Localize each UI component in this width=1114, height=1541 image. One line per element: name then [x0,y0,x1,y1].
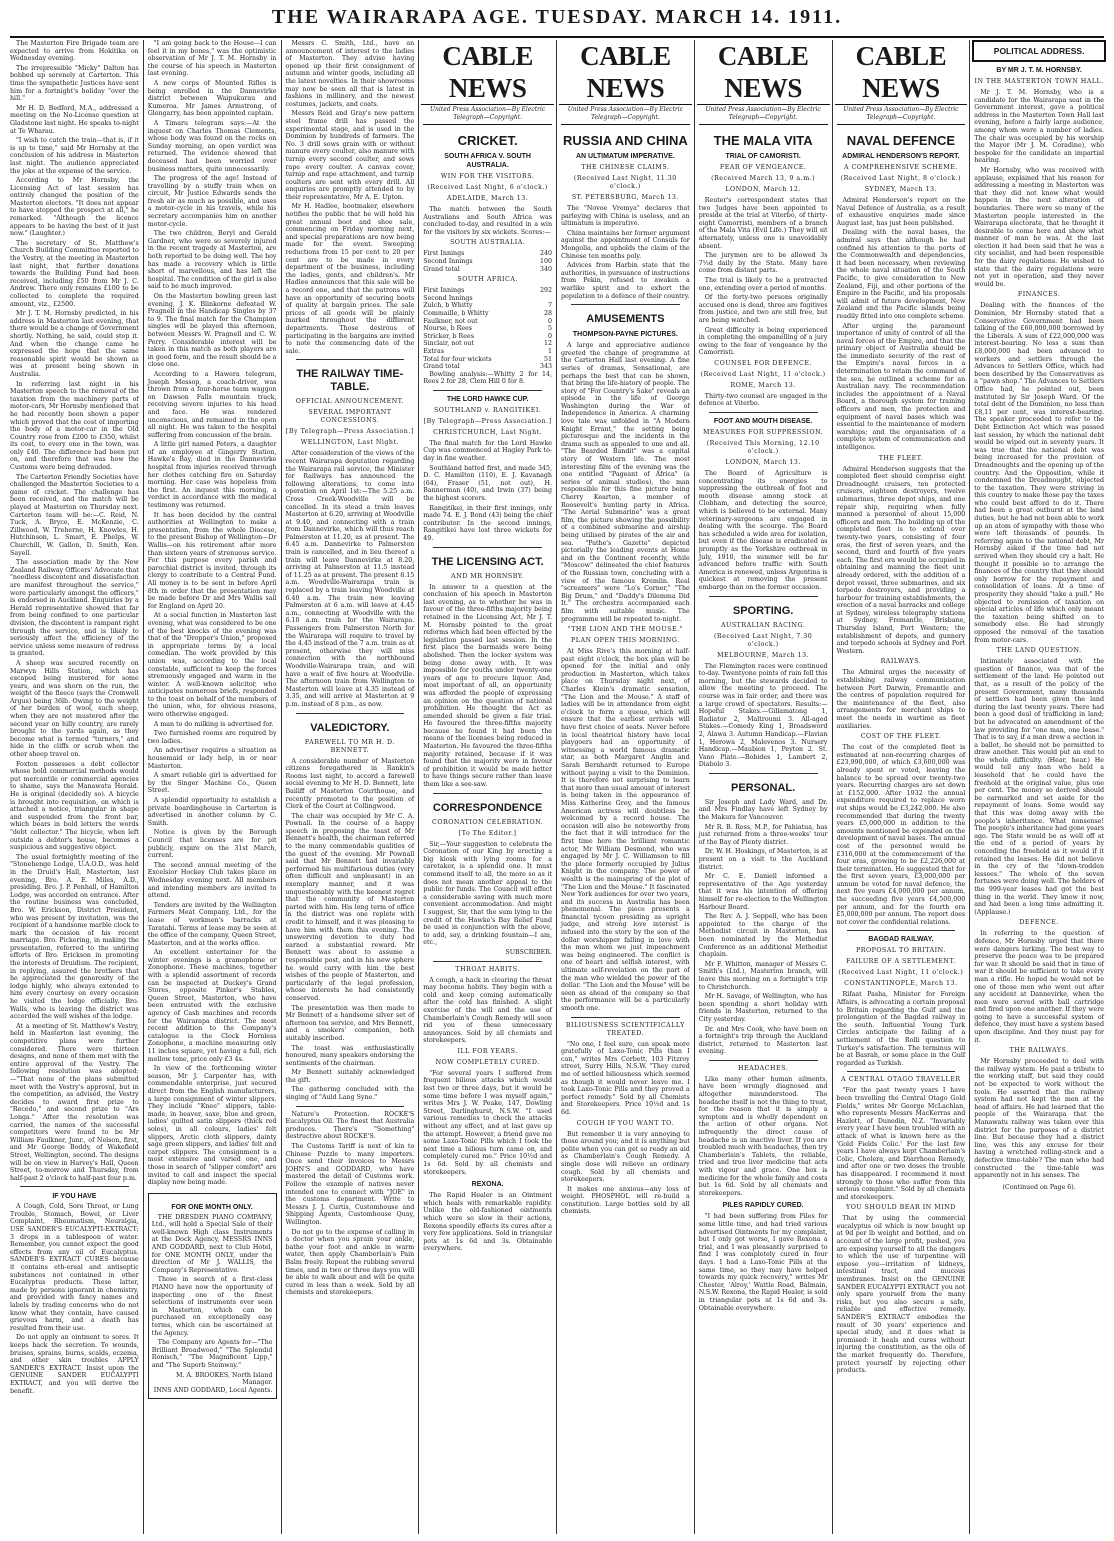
column-3 [282,40,420,1534]
correspondence-dek: CORONATION CELEBRATION. [432,818,544,826]
scoreboard-title: SOUTH AUSTRALIA. [449,239,526,247]
received-line: (Received Last Night, 8 o'clock.) [840,175,962,182]
article-paragraph: A considerable number of Masterton citizens foregathered in Rankin's Rooms last night, to accord a farewell social evening to Mr H. D. Bennett, late Bailiff of Masterton Courthouse, and recently promoted to the position of Clerk of the Court at Collingwood. [285,757,415,811]
mala-vita-subhead: TRIAL OF CAMORISTI. [725,153,801,160]
article-paragraph: The cost of the completed fleet is estimated at non-recurring charges of £23,990,000, of which £3,600,000 was already spent or voted, leaving the balance to be spread over twenty-two years. Recurring charges are set down at £152,000. After 1932 the annual expenditure required to replace worn out ships would be £3,242,000. He also recommended that during the twenty years £5,000,000 in addition to the amounts mentioned be expended on the development of naval bases. The annual cost of the personnel would be £316,000 at the commencement of the four eras, growing to be £2,226,000 at their termination. He suggested that for the first seven years, £3,000,000 per annum be voted for naval defence, the next five years £4,000,000 per annum, the succeeding five years £4,500,000 per annum, and for the fourth era £5,000,000 per annum. The report does not cover the confidential relations. [836,744,966,926]
article-paragraph: Thirty-two counsel are engaged in the defence at Viterbo. [698,392,828,408]
received-line: (Received Last Night, 11 o'clock.) [700,370,826,378]
article-paragraph: At Miss Rive's this morning at half-past eight o'clock, the box plan will be opened for the initial and only production in Masterton, which takes place on Thursday night next, of Charles Klein's dramatic sensation, "The Lion and the Mouse." A staff of ladies will be in attendance from eight o'clock to form a queue, which will ensure that the earliest arrivals will have first choice of seats. Never before in local theatrical history have local playgoers had an opportunity of witnessing a world famous dramatic star, as both Margaret Anglin and Sarah Bernhardt returned to Europe without paying a visit to the Dominion. It is therefore not surprising to learn that more than usual amount of interest is being taken in the appearance of Miss Katherine Grey, and the famous American actress will doubtless be welcomed by a record house. The occasion will also be noteworthy from the fact that it will introduce for the first time here the brilliant romantic actor, Mr William Desmond, who was engaged by Mr J. C. Williamson to fill the place formerly occupied by Julius Knight in the company. The power of wealth is the mainspring of the plot of "The Lion and the Mouse." It fascinated New York audiences for over two years, and its success in Australia has been phenomenal. The piece presents a financial tycoon presiding as upright judge, and strong love interest is infused into the story by the son of the dollar worshipper falling in love with the man whom we just impeachment was being engineered. The conflict is one of heart and selfish interest, with ultimate self-revelation on the part of the man who wielded the power of the dollar. "The Lion and the Mouse" will be seen as ahead of the company so that the performance will be a particularly smooth one. [561,648,690,1012]
newspaper-page [6,40,1108,1534]
bagdad-dek: FAILURE OF A SETTLEMENT. [846,958,956,966]
column-2 [144,40,282,1534]
ad-text: "For several years I suffered from frequent bilious attacks which would last two or three days, but it would be some time before I was myself again," writes Mrs J. W. Peake, 147, Dowling Street, Darlinghurst, N.S.W. "I used various remedies to check the attacks without any effect, and at last gave up the attempt. However, a friend gave me some Laxo-Tonic Pills which I took the next time a bilious turn came on, and completely cured me." Price 10½d and 1s 6d. Sold by all chemists and storekeepers. [423,1069,552,1176]
brief-paragraph: In referring last night in his Masterton speech to the removal of the taxation from the machinery parts of motor-cars, Mr Hornsby mentioned that he had recently been shown a paper which proved that the cost of importing the body of a motor-car in the Old Country rose from £200 to £350, whilst its cost, to every one in the town, was only £40. The difference had been put on, and therefore that was how the Customs were being defrauded. [10,380,139,472]
article-paragraph: In referring to the question of defence, Mr Hornsby urged that there were dangers lurking. The best way to preserve the peace was to be prepared for war. It should be said that in time of war it should be sufficient to take every man a rifle. He hoped he would not be one of those men who went out after any accident at Dannevirke, when the men were served with ball cartridge and fired upon one another. If they were going to have a successful system of defence, they must have a system based upon discipline. And they must pay for it. [974,930,1104,1044]
article-paragraph: The chair was occupied by Mr C. A. Pownall. In the course of a happy speech in proposing the toast of Mr Bennett's health, the chairman referred to the many commendable qualities of the guest of the evening. Mr Pownall said that Mr Bennett had invariably performed his multifarious duties (very often difficult and unpleasant) in an exemplary manner, and it was unquestionably with the keenest regret that the community of Masterton parted with him. His long term of office in the district was one replete with credit to himself, and it was pleasing to have him with them this evening. The unswerving devotion to duty had earned a substantial reward. Mr Bennett was about to assume a responsible post, and in his new sphere he would carry with him the best wishes of the people of Masterton, and particularly of the legal profession, whose interests he had consistently conserved. [285,812,415,1002]
article-paragraph: The trial is likely to be a protracted one, extending over a period of months. [698,276,828,292]
brief-paragraph: Messrs Reid and Gray's new pattern steel frame drill has passed the experimental stage, and is used in the Dominion by hundreds of farmers. The No. 3 drill sows grain with or without manure every coulter, also manure with turnip every second coulter, and sows rape every coulter. A canvas cover, turnip and rape attachment, and turnip coulters are sent with every drill. All enquiries are promptly attended to by their representative, Mr A. E. Upton. [285,110,415,201]
column-4 [419,40,557,1534]
article-paragraph: Mr H. Savage, of Wellington, who has been spending a short holiday with friends in Masterton, returned to the City yesterday. [698,993,828,1023]
article-paragraph: Mr F. Whitton, manager of Messrs C. Smith's (Ltd.), Masterton branch, will leave this morning on a fortnight's trip to Christchurch. [698,960,828,991]
score-row: Grand total 343 [423,363,552,371]
brief-paragraph: Foxton possesses a debt collector whose bold commercial methods would put mercantile or commercial agencies to shame, says the Manawatu Herald. He is original (decidedly so). A bicycle is brought into requisition, on which is attached a notice, triangular in shape and suspended from the front bar, which bears in bold letters the words "debt collector." The bicycle, when left outside a debtor's house, becomes a suspicious and suggestive object. [10,760,139,852]
brief-paragraph: According to a Hawera telegram, Joseph Messop, a coach-driver, was thrown from a four-horse team waggon on Dawson Falls mountain track, receiving severe injuries to his head and face. He was rendered unconscious, and remained in the open all night. He was taken to the hospital suffering from concussion of the brain. [147,370,277,439]
brief-paragraph: An advertiser requires a situation as housemaid or lady help, in or near Masterton. [147,747,277,770]
hawke-cup-headline: THE LORD HAWKE CUP. [446,395,529,403]
dateline: LONDON, March 13. [725,459,801,467]
wire-tag: [By Telegraph—Press Association.] [285,428,414,436]
ad-heading: BILIOUSNESS SCIENTIFICALLY TREATED. [565,1021,685,1037]
score-row: Sinclair, not out 12 [423,340,552,348]
article-paragraph: The Flemington races were continued to-day. Twentyone points of rain fell this morning, but the stewards decided to allow the meeting to proceed. The course was in fair order, and there was a large crowd of spectators. Results:— Hopeful Stakes.—Gillamatong 1, Radiator 2, Maltroumi 3. All-aged Stakes.—Comedy King 1, Broadsword 2, Alawa 3. Autumn Handicap.—Flavian 1, Herowa 2, Malevenos 3. Nursery Handicap.—Maubion 1, Peyton 2. St. Vano Plate.—Bobides 1, Lambert 2, Diabolo 3. [698,662,828,769]
divider [571,304,680,305]
article-paragraph: In answer to a question at the conclusion of his speech in Masterton last evening, as to whether he was in favour of the three-fifths majority being retained in the Licensing Act, Mr J. T. M. Hornsby pointed to the great reforms which had been effected by the legislation passed last session. In the first place the barmaids were being abolished. Then the locker system was being done away with. It was impossible for youths under twenty-one years of age to procure liquor. And, most important of all, an opportunity was afforded the people of expressing an opinion on the question of national prohibition. He thought the Act as amended should be given a fair trial. He favoured the three-fifths majority because he found it had been the means of the licenses being reduced in Masterton. He favoured the three-fifths majority retained, because if it was found that the majority were in favour of prohibition it would be made better to have things secure rather than leave them like a see-saw. [423,583,552,789]
railways-dek: RAILWAYS. [880,658,922,666]
defence-dek: DEFENCE. [1019,919,1059,927]
ad-text: Do not apply an ointment to sores. It keeps back the secretion. To wounds, bruises, sprains, burns, scalds, eczema, and other skin troubles APPLY SANDER'S EXTRACT. Insist upon the GENUINE SANDER EUCALYPTI EXTRACT, and you will derive the benefit. [10,1334,139,1395]
ad-text: The Rapid Healer is an Ointment which heals with remarkable rapidity. Unlike the old-fashioned ointments which were so slow in their actions, Rexona speedily effects its cures after a very few applications. Sold in triangular pots at 1s 6d and 3s. Obtainable everywhere. [423,1192,552,1253]
wire-credit: United Press Association—By Electric Telegraph—Copyright. [837,106,966,125]
sporting-headline: SPORTING. [732,604,794,617]
brief-paragraph: Mr J. T. M. Hornsby predicted, in his address in Masterton last evening, that there would be a change of Government shortly. Nothing, he said, could stop it. And when the change came he expressed the hope that the same reasonable spirit would be shown as was at present being shown in Australia. [10,310,139,378]
article-paragraph: Sir Joseph and Lady Ward, and Dr. and Mrs Findlay have left Sydney by the Makura for Vancouver. [698,798,828,822]
railway-headline: THE RAILWAY TIME-TABLE. [296,368,404,394]
dateline: ADELAIDE, March 13. [446,195,529,202]
wire-credit: United Press Association—By Electric Telegraph—Copyright. [561,106,690,125]
article-paragraph: The "Novoe Vremya" declares that parleying with China is useless, and an ultimatum is imperative. [561,205,690,228]
ad-text: THE DRESDEN PIANO COMPANY, Ltd., will hold a Special Sale of their well-known High class Instruments at the Dock Agency, MESSRS INNS AND GODDARD, next to Club Hotel, for ONE MONTH ONLY, under the direction of Mr J. WALLIS, the Company's Representative. [151,1213,273,1274]
brief-paragraph: Mr H. D. Bedford, M.A., addressed a meeting on the No-License question at Gladstone last night. He speaks to-night at Te Wharau. [10,104,139,135]
ad-heading: FOR ONE MONTH ONLY. [171,1203,253,1211]
score-row: Nourse, b Rees 5 [423,325,552,333]
score-row: Total for four wickets 51 [423,355,552,363]
column-7 [833,40,971,1534]
brief-paragraph: The usual fortnightly meeting of the "Stonehenge Lodge, U.A.O.D., was held in the Druid's Hall, Masterton, last evening, Bro. A. E. Miles, A.D., presiding. Bro. J. P. Penhall, of Hamilton Lodge, was accorded on entrance. After the routine business was concluded, Bro. W. Erickson, District President, who was present by invitation, was the recipient of a handsome marble clock to mark the occasion of his recent marriage. Bro. Pickering, in making the presentation, referred to the untiring efforts of Bro. Erickson in promoting the interests of Druidism. The recipient, in replying, assured the brothers that he appreciated the generosity of the lodge highly, who always extended to him every courtesy on every occasion he visited the lodge officially. Bro. Walls, who is leaving the district was accorded the well wishes of the lodge. [10,853,139,1021]
brief-paragraph: It has been decided by the central authorities at Wellington to make a presentation, from the whole Diocese, to the present Bishop of Wellington—Dr Wallis—on his retirement after more than sixteen years of strenuous service. For this purpose every parish and parochial district is invited, through its clergy to contribute to a Central Fund. All money is to be sent in before April 8th in order that the presentation may be made before Dr and Mrs Wallis sail for England on April 20. [147,511,277,610]
cable-news-banner: CABLE NEWS [835,40,968,105]
article-paragraph: The Board of Agriculture is concentrating its energies to suppressing the outbreak of foot and mouth disease among stock at Clobham, and detecting the source, which is believed to be external. Many veterinary-surgeons are engaged in dealing with the scourge. The Board has scheduled a wide area for isolation, but even if the disease is eradicated as promptly as the Yorkshire outbreak in July, 1910, the summer will be far advanced before traffic with South America is renewed, unless Argentina is quickest at removing the present embargo than on the former occasion. [698,470,828,591]
divider [433,547,542,548]
score-row: Zulch, b Whitty 7 [423,302,552,310]
political-subhead: BY MR J. T. M. HORNSBY. [996,67,1082,74]
ad-text: "I had been suffering from Piles for some little time, and had tried various advertised Ointments for my complaint, but I only got worse, I gave Rexona a trial, and I was pleasantly surprised to find I was completely cured in four days. I had a Laxo-Tonic Pills at the same time, so they may have helped towards my quick recovery," writes Mr Chester, 'Alroy,' Wattle Road, Balmain, N.S.W. Rexona, the Rapid Healer, is sold in triangular pots at 1s 6d and 3s. Obtainable everywhere. [698,1213,828,1312]
brief-paragraph: Mr H. Hadlee, bootmaker, elsewhere notifies the public that he will hold his great annual boot and shoe sale, commencing on Friday morning next, and special preparations are now being made for the event. Sweeping reductions from 15 per cent to 20 per cent are to be made in every department of the business, including the ladies, gents, and children's. Mr Hadlee announces that this sale will be a record one, and that the patrons will have an opportunity of securing boots of quality at bargain prices. The sale prices of all goods will be plainly marked throughout the different departments. Those desirous of participating in the bargains are invited to note the commencing date of the sale. [285,203,415,355]
received-line: (Received This Morning, 12.10 o'clock.) [706,440,820,456]
ad-heading: REXONA. [471,1181,504,1189]
ad-text: A cough, a hack in clearing the throat may become habits. They begin with a cold and keep coming automatically after the cold has finished. A slight exercise of the will and the use of Chamberlain's Cough Remedy will soon rid you of these unnecessary annoyances. Sold by all chemists and storekeepers. [423,976,552,1045]
lion-mouse-dek: PLAN OPEN THIS MORNING. [571,637,680,645]
brief-paragraph: A splendid opportunity to establish a private boardinghouse in Carterton is advertised in another column by C. Smith. [147,797,277,827]
article-paragraph: China maintains her former argument against the appointment of Consuls for Mongolia, and upholds the claim of the Chinese ten months poly. [561,229,690,260]
valedictory-dek: FAREWELL TO MR H. D. BENNETT. [304,738,395,754]
correspondence-headline: CORRESPONDENCE [432,801,543,814]
ad-heading: A CENTRAL OTAGO TRAVELLER [841,1076,961,1084]
divider [296,359,405,360]
dateline: ST. PETERSBURG, March 13. [571,194,679,201]
dateline: ROME, March 13. [730,381,796,389]
article-paragraph: Dr. and Mrs Cook, who have been on a fortnight's trip through the Auckland district, returned to Masterton last evening. [698,1025,828,1056]
dateline: SYDNEY, March 13. [864,186,938,193]
foot-mouth-headline: FOOT AND MOUTH DISEASE. [713,418,813,426]
russia-subhead: AN ULTIMATUM IMPERATIVE. [575,153,675,160]
divider [433,390,542,391]
ad-text: Like many other human ailments, have been wrongly diagnosed and altogether misunderstood. The headache itself is not the thing to treat, for the reason that it is simply a symptom and is wholly dependent on the action of other organs. Not infrequently the direct cause of headache is an inactive liver. If you are troubled much with headaches, then try Chamberlain's Tablets, the reliable, tried and true liver medicine that acts with vigour and grace. One box is medicine for the whole family and costs but 1s 6d. Sold by all chemists and storekeepers. [698,1075,828,1197]
ad-signature: INNS AND GODDARD, Local Agents. [153,1386,273,1394]
article-paragraph: Dealing with the naval bases, the admiral says that although he had confined his attention to the ports of the Commonwealth and dependencies, it had been necessary, when reviewing the whole naval situation of the South Pacific, to give consideration to New Zealand, Fiji, and other portions of the Empire in the Pacific, and his proposals will admit of future development, New Zealand and the Pacific islands being readily fitted into one complete scheme. [836,229,966,320]
article-paragraph: The Admiral urges the necessity of establishing railway communication between Port Darwin, Fremantle and the centres of population required for the maintenance of the fleet, also arrangements for merchant ships to meet the needs in wartime as fleet auxiliaries. [836,669,966,730]
score-row: Commaille, b Whitty 28 [423,309,552,317]
piano-ad [148,1193,277,1400]
wire-credit: United Press Association—By Electric Telegraph—Copyright. [423,106,552,125]
amusements-headline: AMUSEMENTS [586,313,665,326]
brief-paragraph: The irrepressible "Micky" Dalton has bobbed up serenely at Carterton. This time the sympathetic Justices have sent him for a fortnight's holiday "over the hill." [10,64,139,103]
article-paragraph: Dealing with the finances of the Dominion, Mr Hornsby stated that a Conservative Government had been talking of the £60,000,000 borrowed by the Liberals. A sum of £22,000,000 was interest-bearing. No less a sum than £8,000,000 had been advanced to workers and settlers through the Advances to Settlers Office, which had been described by the Conservatives as a "pawn shop." The Advances to Settlers Office had, he pointed out, been instituted by Sir Joseph Ward. Of the total debt of the Dominion, no less than £8,11 per cent, was interest-bearing. The speaker proceeded to refer to the Debt Extinction Act which was passed last session, by which the national debt would be wiped out in seventy years. It was true that the national debt was being increased for the provision of Dreadnoughts and the opening up of the country. And the Opposition, while it condemned the Dreadnought, objected to the taxation. They were striving in this country to make those pay the taxes who could best afford to do it. There had been a great outburst at the land duties, but he had not been able to work up an atom of sympathy with those who were left thousands of pounds. In referring again to the national debt, Mr Hornsby asked if the time had not arrived when they should cry a halt. He thought it possible so to arrange the finances of the country that they should only borrow for the repayment and consolidation of loans. At a time of prosperity they should "take a pull." He objected to remission of taxation on special articles of life which only meant the taxation being shifted on to somebody else. He had strongly opposed the removal of the taxation from motor-cars. [974,302,1104,644]
cost-dek: COST OF THE FLEET. [860,733,942,741]
divider [433,961,542,962]
finances-dek: FINANCES. [1017,291,1061,299]
divider [709,412,818,413]
ad-text: "For the past twenty years I have been travelling the Central Otago Gold Fields," writes Mr George McLachlan, who represents Messrs MacKerras and Hazlett, of Dunedin, N.Z. "Invariably every year I have been troubled with an attack of what is known here as the 'Gold Fields Colic.' For the last few years I have always kept Chamberlain's Colic, Cholera, and Diarrhoea Remedy, and after one or two doses the trouble has disappeared. I recommend it most strongly to those who suffer from this serious complaint." Sold by all chemists and storekeepers. [836,1087,966,1201]
score-row: First Innings 240 [423,250,552,258]
score-row: Second Innings 100 [423,257,552,265]
article-paragraph: Southland batted first, and made 345, D. C. Hamilton (110), E. J. Kavanagh (64), Fraser (51, not out), H. Bannerman (40), and Irwin (37) being the highest scorers. [423,464,552,503]
brief-paragraph: The second annual meeting of the Excelsior Hockey Club takes place on Wednesday evening next. All members and intending members are invited to attend. [147,861,277,900]
article-paragraph: Bowling analysis:—Whitty 2 for 14, Rees 2 for 28, Clem Hill 0 for 8. [423,370,552,386]
article-paragraph: The toast was enthusiastically honoured, many speakers endorsing the sentiments of the chairman. [285,1044,415,1067]
received-line: (Received Last Night, 11 o'clock.) [838,969,964,977]
divider [571,1017,680,1018]
article-paragraph: Sir,—Your suggestion to celebrate the Coronation of our King by erecting a big kiosk with lying rooms for a caretaker, is a splendid one. It must commend itself to all, the more so as it does not mean another appeal to the public for funds. The Council will effect a considerable saving with much more convenient accommodation. And might I suggest, Sir, that the sum lying to the credit of the Hawke's Bay Relief Fund be used in conjunction with the above, to add, say, a drinking fountain—I am, etc., [423,840,552,947]
article-paragraph: Rifaat Pasha, Minister for Foreign Affairs, is advocating a certain proposal to Britain regarding the Gulf and the prolongation of the Bagdad railway in the south. Influential Young Turk Circles anticipate the failing of a settlement of the Rolli question to Turkey's satisfaction. The terminus will be at Basrah, or some place in the Gulf regarded as Turkish. [836,991,966,1067]
article-paragraph: A large and appreciative audience greeted the change of programme at the Carterton Hall last evening. A fine series of dramas, Sensational, are perhaps the best that can be shown, that bring the life-history of people. The story of "For Country's Sake" reveals an episode in the life of George Washington during the War of Independence in America. A charming love tale was unfolded in "A Modern Knight Errant," the setting being picturesque and the incidents in the drama such as appealed to one and all. "The Bearded Bandit" was a capital story of Western life. The most interesting film of the evening was the one entitled "Pageant of Africa" (a series of animal studies), the man responsible for this fine picture being Cherry Kearton, a member of Roosevelt's hunting party in Africa. "The Aerial Submarine" was a great film, the picture showing the possibility of a combined submarine and airship being utilised by pirates of the air and sea. "Pathe's Gazette" depicted pictorially the leading events at Home and on the Continent recently, while "Moscow" delineated the chief features of the Russian town, concluding with a view of the famous Kremlin. Real "screamers" were "Lo's Corner," "The Big Drum," and "Daddy's Dilemma Did It." The orchestra accompanied each film with suitable music. The programme will be repeated to-night. [561,342,690,623]
article-paragraph: Admiral Henderson's report on the Naval Defence of Australia, as a result of exhaustive enquiries made since August last, has just been published. [836,197,966,227]
brief-paragraph: Tenders are invited by the Wellington Farmers Meat Company, Ltd., for the lease of workmen's barracks at Taratahi. Terms of lease may be seen at the office of the company, Queen Street, Masterton, and at the works office. [147,901,277,947]
brief-paragraph: In view of the forthcoming winter season, Mr J. Carpenter has, with commendable enterprise, just secured direct from the English manufacturers, a large consignment of winter slippers. They include "Knee" slippers, table-made, in beaver, saxe, blue and green, ladies' quilted satin slippers (thick red soles), in all colours, ladies' felt slippers, Arctic cloth slippers, dainty sage green slippers, and ladies' felt and carpet slippers. The consignment is a most extensive and varied one, and those in search of "slipper comfort" are invited to call and inspect the special display now being made. [147,1065,277,1187]
score-row: Stricker, b Rees 0 [423,332,552,340]
brief-paragraph: A new corps of Mounted Rifles is being enrolled in the Dannevirke district between Waipukurau and Kumeroa. Mr James Armstrong, of Glengarry, has been appointed captain. [147,79,277,118]
ad-heading: COUGH IF YOU WANT TO. [576,1119,674,1127]
ad-heading: HEADACHES. [738,1064,789,1072]
lion-mouse-headline: "THE LION AND THE MOUSE." [567,626,683,634]
article-paragraph: Great difficulty is being experienced in completing the empanelling of a jury owing to the fear of vengeance by the Camorristi. [698,326,828,357]
naval-subhead: ADMIRAL HENDERSON'S REPORT. [842,153,960,160]
mala-vita-dek: FEAR OF VENGEANCE. [719,164,807,171]
column-6 [695,40,833,1534]
column-5 [557,40,695,1534]
article-paragraph: Mr R. B. Ross, M.P., for Pahiatua, has just returned from a three-weeks' tour of the Bay of Plenty district. [698,823,828,846]
article-paragraph: Mr Hornsby proceeded to deal with the railway system. He paid a tribute to the working staff, but said they could not be expected to work without the tools. He asserted that the railway system had not kept the men at the head of affairs. He had learned that the people of the Wairarapa that the Manawatu railway was taken over this district for the purposes of a district line. But because they had a district line, was this any excuse for their having a wretched rolling-stock and a defective time-table? The man who had constructed the time-table was apparently not in his senses. The [974,1058,1104,1180]
article-paragraph: Rangitikei, in their first innings, only made 74. E. J. Bond (43) being the chief contributor. In the second innings, Rangitikei have lost three wickets for 49. [423,504,552,542]
article-paragraph: The jurymen are to be allowed 3s 7½d daily by the State. Many have come from distant parts. [698,252,828,275]
brief-paragraph: A man to do milking is advertised for. [153,720,274,728]
brief-paragraph: A sheep was secured recently on Marwyn Hills Station, which has escaped being mustered for some years, and was shorn on the run, the weight of the fleece (says the Cromwell Argus) being 36lb. Owing to the weight of her burden of wool, such sheep, when they are not mustered after the second year on hilly country, are rarely brought to the yards again, as they become what is termed "turners," and hide in the cliffs or scrub when the other sheep travel on. [10,659,139,759]
russia-dek: THE CHINESE CLAIMS. [581,164,670,171]
sporting-dek: AUSTRALIAN RACING. [720,621,806,629]
cricket-headline: CRICKET. [457,133,518,148]
divider [709,1060,818,1061]
divider [296,1106,405,1107]
article-paragraph: The Rev. A. J. Seppell, who has been appointed to the charge of the Methodist circuit in Masterton, has been nominated by the Methodist Conference as an additional Methodist chaplain. [698,913,828,959]
brief-paragraph: The association made by the New Zealand Railway Officers' Advocate that "needless discontent and dissatisfaction are manifest throughout the service," were particularly amongst the officers," is endorsed in Auckland. Enquiries by a Herald representative showed that far from being confined to one particular division, the discontent is rampant right through the service, and is likely to seriously affect the efficiency of the service unless some measure of redress is granted. [10,559,139,658]
wire-tag: [By Telegraph—Press Association.] [423,417,552,425]
brief-paragraph: "I wish to catch the train—that is, if it is up to time," said Mr Hornsby at the conclusion of his address in Masterton last night. The audience appreciated the joke at the expense of the service. [10,137,139,175]
brief-paragraph: A smart reliable girl is advertised for by the Singer Machine Co., Queen Street. [147,772,277,795]
counsel-dek: COUNSEL FOR DEFENCE. [714,359,812,367]
scoreboard-south-australia [423,250,552,273]
brief-paragraph: A Timaru telegram says:—At the inquest on Charles Thomas Clements, whose body was found on the rocks on Sunday morning, an open verdict was returned. The evidence showed that deceased had been worried over business matters, quite unnecessarily. [147,119,277,173]
brief-paragraph: On the Masterton bowling green last evening, J. K. Blinkorne defeated W. Pragnell in the Handicap Singles by 37 to 9. The final match for the Champion singles will be played this afternoon, between Messrs W. Pragnell and C. W. Perry. Considerable interest will be taken in this match as both players are in good form, and the result should be a close one. [147,293,277,369]
cricket-subhead: SOUTH AFRICA V. SOUTH AUSTRALIA. [444,153,531,169]
correspondence-to: [To The Editor.] [458,829,517,837]
ad-subheading: NOW COMPLETELY CURED. [435,1058,540,1066]
article-paragraph: Mr Hornsby, who was received with applause, explained that his reason for addressing a meeting in Masterton was that they did not know what would happen in the next alteration of boundaries. There were so many of the Masterton people interested in the Wairarapa electorate, that he thought it desirable to come here and show what manner of man he was. At the last election it had been said that he was a city socialist, and had been responsible for the dairy regulations. He wished to state that the dairy regulations were not yet in operation, and they never would be. [974,166,1104,288]
railway-dek: OFFICIAL ANNOUNCEMENT. [295,398,404,406]
dateline: MELBOURNE, March 13. [717,651,810,659]
ad-text: But remember it is very annoying to those around you; and it is anything but polite when you can get so ready an aid as Chamberlain's Cough Remedy. A single dose will relieve an ordinary cough. Sold by all chemists and storekeepers. [561,1130,690,1184]
column-1 [6,40,144,1534]
brief-paragraph: According to Mr Hornsby, the Licensing Act of last session has entirely changed the position of the Masterton electors. "It does not appear to have stopped the prospect at all," he remarked. "Although the licence appears to be having the best of it just now." (Laughter.) [10,177,139,238]
ad-text: The Customs Tariff is next of kin to Chinese Puzzle to many importers. Once send their invoices to Messrs JOHN'S and GODDARD, who have mastered the detail of Customs work. Follow the example of natives never intended one to connect with "JOE" in the customs department. Write to Messrs J. J. Curtis, Customhouse and Shipping Agents, Customhouse Quay, Wellington. [285,1143,415,1226]
brief-paragraph: An excellent entertainer for the winter evenings is a gramophone or Zonophone. These machines, together with a splendid assortment of records can be inspected at Duckey's Grand Stores, opposite Pinker's Stables, Queen Street, Masterton, who have been entrusted with the exclusive agency of Cash machines and records for the Wairarapa district. The most recent addition to the Company's catalogue is the Clock Hornless Zonophone, a machine measuring only 11 inches square, yet having a full, rich mellow tone, price only £3 4s. [147,949,277,1063]
continued-note: (Continued on Page 6). [1002,1183,1076,1191]
article-paragraph: Mr J. T. M. Hornsby, who is a candidate for the Wairarapa seat in the Government interest, gave a political address in the Masterton Town Hall last evening, before a fairly large audience, among whom were a number of ladies. The chair was occupied by his worship the Mayor (Mr J. M. Coradine), who bespoke for the candidate an impartial hearing. [974,89,1104,165]
article-paragraph: Mr Bennett suitably acknowledged the gift. [285,1069,415,1084]
article-paragraph: Intimately associated with the question of finance, was that of the settlement of the land. He pointed out that, as a result of the policy of the present Government, many thousands of settlers had been given the land during the last twenty years. There had been a good deal of trafficking in land; but he advocated an amendment of the law providing for "one man, one lease." That is to say, if a man drew a section in a ballot, he should not be permitted to draw another. This would put an end to the whole difficulty. (Hear, hear.) He would tell any man who held a leasehold that he could have the freehold at the original value, plus one per cent. The money so derived should be earmarked and set aside for the repayment of loans. Some would say that this was doing away with the people's inheritance. What nonsense! The people's inheritance had gone years ago. The State would be as well off at the end of a period of years by conceding the freehold as it would if it retained the leases. He did not believe in the cry of the "down-trodden lessees." The whole of the seven fortunes were doing well. The holders of the 999-year leases had got the best thing in the world. They knew it now, and had been a long time admitting it. (Applause.) [974,658,1104,916]
article-paragraph: Advices from Harbin state that the authorities, in pursuance of instructions from Pekin, refused to awaken a warlike spirit and to exhort the population to a defence of their country. [561,262,690,300]
valedictory-headline: VALEDICTORY. [310,721,390,734]
naval-dek: A COMPREHENSIVE SCHEME. [843,164,958,171]
brief-paragraph: The secretary of St. Matthew's Church Building Committee reported to the Vestry, at the meeting in Masterton last night, that further donations towards the Building Fund had been received, including £50 from Mr J. C. Andrew. There only remains £100 to be collected to complete the required amount, viz., £2500. [10,239,139,308]
ad-text: Those in search of a first-class PIANO have now the opportunity of inspecting one of the finest selections of instruments ever seen in Masterton, which can be purchased on exceptionally easy terms, which can be ascertained at the Agency. [151,1276,273,1337]
column-8 [970,40,1108,1534]
dateline: CONSTANTINOPLE, March 13. [844,980,958,988]
brief-paragraph: The two children, Beryl and Gerald Gardner, who were so severely injured in the recent tragedy at Masterton, are both reported to be doing well. The boy has made a recovery which is little short of marvellous, and has left the hospital. The condition of the girl is also said to be much improved. [147,230,277,291]
article-paragraph: Mr C. E. Daniell informed a representative of the Age yesterday that it was his intention of offering himself for re-election to the Wellington Harbour Board. [698,873,828,911]
licensing-dek: AND MR HORNSBY. [451,572,525,580]
score-row: Grand total 340 [423,265,552,273]
political-location: IN THE MASTERTON TOWN HALL. [974,78,1104,85]
divider [296,713,405,714]
scoreboard-south-africa [423,287,552,371]
licensing-headline: THE LICENSING ACT. [431,555,544,568]
score-row: Second Innings [423,294,473,302]
cricket-dek: WIN FOR THE VISITORS. [440,173,535,180]
ad-signature: M. A. BROOKES, North Island Manager. [175,1371,273,1387]
ad-heading: IF YOU HAVE [52,1193,97,1201]
bagdad-dek: PROPOSAL TO BRITAIN. [855,947,946,955]
received-line: (Received March 13, 9 a.m.) [711,175,816,182]
hawke-cup-dek: SOUTHLAND v. RANGITIKEI. [433,406,542,414]
cable-news-banner: CABLE NEWS [697,40,830,105]
letter-signature: SUBSCRIBER. [505,948,552,956]
score-row: Faulkner, not out 0 [423,317,552,325]
ad-text: A Cough, Cold, Sore Throat, or Lung Trouble, Stomach, Bowel, or Liver Complaint, Rheumatism, Neuralgia, USE SANDER'S EUCALYPTI-EXTRACT; 3 drops in a tablespoon of water. Remember, you cannot expect the good effects from any oil of Eucalyptus. SANDER'S EXTRACT CURES because it contains eth-ereal and antiseptic substances not contained in other Eucalyptus products. These latter, made by persons ignorant in chemistry, and provided with fancy names and labels by trading concerns who do not know what they contain, have caused grievous harm, and a death has resulted from their use. [10,1203,139,1332]
divider [433,793,542,794]
ad-text: "No one, I feel sure, can speak more gratefully of Laxo-Tonic Pills than I can," writes Mrs Corbett, 103 Fitzroy street, Surry Hills, N.S.W. "They cured me of settled biliousness which seemed as though it would never leave me. I took Laxo-Tonic Pills and they proved a perfect remedy." Sold by all Chemists and Storekeepers. Price 10½d and 1s 6d. [561,1040,690,1116]
divider [709,596,818,597]
brief-paragraph: The progress of the age! Instead of travelling by a stuffy train when on circuit, Mr Justice Edwards sends the fresh air as much as possible, and uses a motor-cycle in his travels, while his secretary accompanies him on another motor-cycle. [147,175,277,228]
cable-news-banner: CABLE NEWS [559,40,692,105]
land-question-dek: THE LAND QUESTION. [996,647,1082,655]
article-paragraph: Reuter's correspondent states that two Judges have been appointed to preside at the trial at Viterbo, of thirty-eight Camorristi, members of a branch of the Mala Vita (Evil Life.) They will sit alternately, unless one is unavoidably absent. [698,197,828,250]
fleet-dek: THE FLEET. [878,454,924,462]
political-address-box [972,40,1106,62]
received-line: (Received Last Night, 6 o'clock.) [427,184,548,191]
ad-text: The Company are Agents for—"The Brilliant Broadwood," "The Splendid Ronisch," "The Magnificent Lipp," and "The Superb Steinway." [151,1339,273,1369]
dateline: WELLINGTON, Last Night. [300,439,400,447]
brief-paragraph: The Masterton Fire Brigade team are expected to arrive from Hokitika on Wednesday evening. [10,40,139,63]
brief-paragraph: The Carterton Friendly Societies have challenged the Masterton Societies to a game of cricket. The challenge has been received, and the match will be played at Masterton on Thursday next. Carterton team will be:—C. Reid, N. Tuck, A. Bryce, E. McKenzie, C. Zillwood, W. Treherne, H. Knowles, H. Hutchinson, L. Smart, E. Phelps, W. Churchill, W. Gallon, D. Smith, Ken. Sayell. [10,473,139,557]
ad-heading: PILES RAPIDLY CURED. [722,1202,804,1210]
article-paragraph: The presentation was then made to Mr Bennett of a handsome silver set of afternoon tea service, and Mrs Bennett, and a smokers' companion, both suitably inscribed. [285,1004,415,1042]
article-paragraph: The match between the South Australians and South Africa was concluded to-day, and resulted in a win for the visitors by six wickets. Scores:— [423,206,552,236]
brief-paragraph: "I am going back to the House—I can feel it in my bones," was the optimistic observation of Mr J. T. M. Hornsby in the course of his speech in Masterton last evening. [147,40,277,78]
amusements-subhead: THOMPSON-PAYNE PICTURES. [572,331,678,339]
article-paragraph: Admiral Henderson suggests that the completed fleet should comprise eight Dreadnought cruisers, ten protected cruisers, eighteen destroyers, twelve submarines, three depot ships, and one repair ship, requiring when fully manned a personnel of about 15,000 officers and men. The building up of the completed fleet is to extend over twenty-two years, consisting of four eras, the first of seven years, and the second, third and fourth of five years each. The first era would be occupied in obtaining and manning the fleet unit already ordered, with the addition of a depot vessel, three submarines, and six torpedo destroyers, and providing a harbour for training establishments, the erection of a naval barracks and college at Sydney, wireless telegraphy stations at Sydney, Fremantle, Brisbane, Thursday Island, Port Western; the establishment of depots, and gunnery and torpedo schools at Sydney and Port Western. [836,465,966,655]
article-paragraph: Dr. W. H. Hoskings, of Masterton, is at present on a visit to the Auckland district. [698,848,828,871]
railway-dek: SEVERAL IMPORTANT CONCESSIONS. [308,409,392,425]
ad-text: Do not go to the expense of calling in a doctor when you sprain your ankle, bathe your foot and ankle in warm water, then apply Chamberlain's Pain Balm freely. Repeat the rubbing several times, and in two or three days you will be able to walk about and will be quite cured in less than a week. Sold by all chemists and storekeepers. [285,1228,415,1297]
article-paragraph: After urging the paramount importance of unity of control of all the naval forces of the Empire, and that the primary object of Australia should be the immediate security of the rest of the Empire's naval forces in a determination to retain the command of the sea, he outlined a scheme for an Australian navy. The recommendation includes the appointment of a Naval Board, a thorough system for training officers and men, the protection and equipment of naval bases which was essential to the maintenance of modern warships; and the organisation of a complete system of communication and intelligence. [836,322,966,451]
brief-paragraph: Messrs C. Smith, Ltd., have an announcement of interest to the ladies of Masterton. They advise having opened up their first consignment of autumn and winter goods, including all the latest novelties. In their showrooms may now be seen all that is latest in fashions in millinery, and the newest costumes, jackets, and coats. [285,40,415,108]
divider [20,1186,129,1187]
score-row: First Innings 292 [423,287,552,295]
received-line: (Received Last Night, 11.30 o'clock.) [573,175,677,190]
political-address-headline: POLITICAL ADDRESS. [993,46,1085,56]
russia-china-headline: RUSSIA AND CHINA [563,133,688,148]
brief-paragraph: Two furnished rooms are required by two ladies. [147,730,277,745]
divider [847,930,956,931]
brief-paragraph: At a social function in Masterton last evening, what was considered to be one of the best knocks of the evening was that of the "Dropper's Union," proposed in appropriate terms by a local comedian. The work provided by this union was, according to the local constable, sufficient to keep the forces strenuously engaged and warm in the winter. A well-known solicitor, who anticipates numerous briefs, responded to the toast on behalf of the members of the union, who, for obvious reasons, were otherwise engaged. [147,612,277,719]
divider [847,1071,956,1072]
article-paragraph: After consideration of the views of the recent Wairarapa deputation regarding the Wairarapa rail service, the Minister for Railways has announced the following alterations, to come into operation on April 1st:—The 5.25 a.m. Cross Creek-Woodville will be cancelled. In its stead a train leaves Masterton at 6.20, arriving at Woodville at 9.40, and connecting with a train from Dannevirke, which will thus reach Palmerston at 11.20, as at present. The 6.45 a.m. Dannevirke to Palmerston train is cancelled, and in lieu thereof a train will leave Dannevirke at 8.20, arriving at Palmerston at 11.5 instead of 11.25 as at present. The present 8.15 a.m. Woodville-Wairarapa train is replaced by a train leaving Woodville at 6.40 a.m. The train now leaving Palmerston at 6 a.m. will leave at 4.45 a.m., connecting at Woodville with the 6.10 a.m. train for the Wairarapa. Passengers from Palmerston North for the Wairarapa will require to travel by the 4.45 instead of the 7 a.m. train as at present, otherwise they will miss connection with the northbound Woodville-Wairarapa train, and will have a wait of five hours at Woodville. The afternoon train from Wellington to Masterton will leave at 4.35 instead of 3.35, and will arrive at Masterton at 9 p.m. instead of 8 p.m., as now. [285,450,415,708]
ad-text: That by using the commercial eucalyptus oil which is now bought up at 9d per lb weight and bottled, and on account of the large profit, pushed, you are exposing yourself to all the dangers to which the use of turpentine will expose you—irritation of kidneys, intestinal tract, and mucous membranes. Insist on the GENUINE SANDER EUCALYPTI EXTRACT you not only spare yourself from the many risks, but you also secure a safe, reliable and effective remedy. SANDER'S EXTRACT embodies the result of 30 years' experience and special study, and it does what is promised: it heals and cures without injuring the constitution, as the oils of the market frequently do. Therefore, protect yourself by rejecting other products. [836,1215,966,1375]
naval-defence-headline: NAVAL DEFENCE [846,133,956,148]
railways-dek: THE RAILWAYS. [1009,1047,1069,1055]
article-paragraph: The final match for the Lord Hawke Cup was commenced at Hagley Park to-day in fine weather. [423,439,552,463]
brief-paragraph: At a meeting of St. Matthew's Vestry, held in Masterton last evening, the competitive plans were further considered. There were thirteen designs, and none of them met with the entire approval of the Vestry. The following resolution was adopted:—"That none of the plans submitted meet with the Vestry's approval, but in the competition, as advised, the Vestry decides to award first prize to "Recedo," and second prize to "Ars Longa." After the resolution was carried, the names of the successful competitors were found to be Mr William Faulkner, Junr., of Nelson, first, and Mr George Boddy, of Wakefield Street, Wellington, second. The designs will be on view in Harvey's Hall, Queen Street, to-morrow and Thursday, from half-past 2 o'clock to half-past four p.m. [10,1022,139,1182]
brief-paragraph: Notice is given by the Borough Council that licenses are for pit publicly, expire on the 31st March, current. [147,829,277,860]
bagdad-headline: BAGDAD RAILWAY. [868,936,934,944]
score-row: Extras 1 [423,347,552,355]
article-paragraph: Of the forty-two persons originally accused one is dead, three are fugitives from justice, and two are still free, but are being watched. [698,294,828,324]
ad-heading: ILL FOR YEARS. [457,1047,518,1055]
mala-vita-headline: THE MALA VITA [713,133,813,148]
ad-text: Nature's Protection. ROCKE'S Eucalyptus Oil. The finest that Australia produces. There's "Something" destructive about ROCKE'S. [285,1110,415,1141]
cable-news-banner: CABLE NEWS [421,40,554,105]
foot-mouth-dek: MEASURES FOR SUPPRESSION. [702,429,824,437]
masthead: THE WAIRARAPA AGE. TUESDAY. MARCH 14. 1911. [10,6,1104,38]
scoreboard-title: SOUTH AFRICA. [457,276,518,284]
received-line: (Received Last Night, 7.30 o'clock.) [713,632,813,648]
ad-text: It makes one anxious—any loss of weight. PHOSPHOL will re-build a constitution. Large bottles sold by all chemists. [561,1185,690,1216]
dateline: CHRISTCHURCH, Last Night. [433,428,543,436]
ad-heading: THROAT HABITS. [455,965,520,973]
wire-credit: United Press Association—By Electric Telegraph—Copyright. [699,106,828,125]
personal-headline: PERSONAL. [731,781,796,794]
dateline: LONDON, March 12. [725,186,801,193]
brief-paragraph: A little girl named Peters, a daughter of an employee at Gingerry Station, Hawke's Bay, died in the Dannevirke hospital from injuries received through her clothes catching fire on Saturday morning. Her case was hopeless from the first. An inquest this morning, a verdict in accordance with the medical testimony was returned. [147,441,277,510]
divider [709,773,818,774]
article-paragraph: The gathering concluded with the singing of "Auld Lang Syne." [285,1086,415,1102]
ad-heading: YOU SHOULD BEAR IN MIND [846,1204,956,1212]
